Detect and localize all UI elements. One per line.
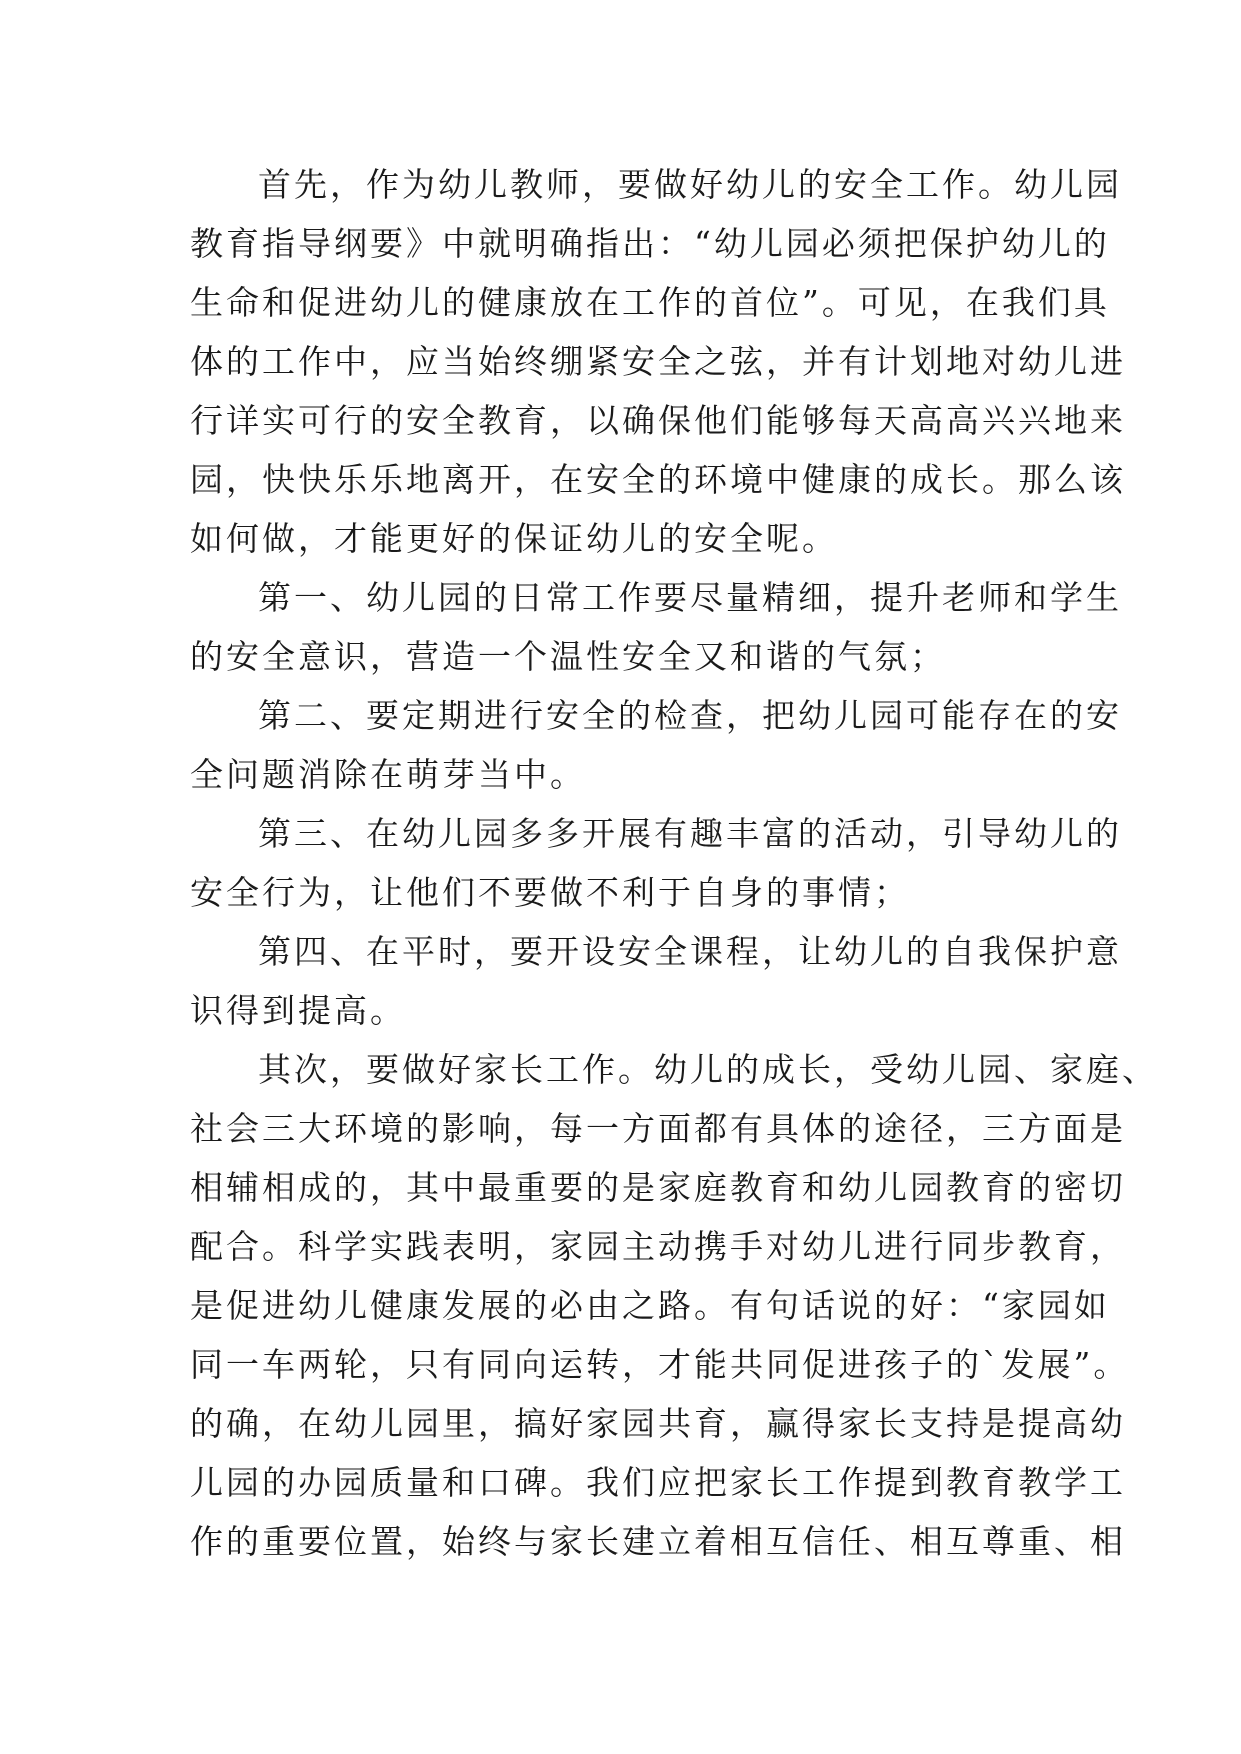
- paragraph-line: 的确，在幼儿园里，搞好家园共育，赢得家长支持是提高幼: [190, 1404, 1126, 1443]
- paragraph-line: 首先，作为幼儿教师，要做好幼儿的安全工作。幼儿园: [258, 165, 1122, 204]
- paragraph-line: 同一车两轮，只有同向运转，才能共同促进孩子的`发展”。: [190, 1345, 1130, 1384]
- body-text: [190, 155, 1158, 1571]
- paragraph-line: 生命和促进幼儿的健康放在工作的首位”。可见，在我们具: [190, 283, 1110, 322]
- paragraph-line: 如何做，才能更好的保证幼儿的安全呢。: [190, 519, 838, 558]
- paragraph-line: 是促进幼儿健康发展的必由之路。有句话说的好：“家园如: [190, 1286, 1110, 1325]
- paragraph-line: 园，快快乐乐地离开，在安全的环境中健康的成长。那么该: [190, 460, 1126, 499]
- paragraph-line: 社会三大环境的影响，每一方面都有具体的途径，三方面是: [190, 1109, 1126, 1148]
- paragraph-line: 行详实可行的安全教育，以确保他们能够每天高高兴兴地来: [190, 401, 1126, 440]
- paragraph-line: 作的重要位置，始终与家长建立着相互信任、相互尊重、相: [190, 1522, 1126, 1561]
- paragraph-line: 体的工作中，应当始终绷紧安全之弦，并有计划地对幼儿进: [190, 342, 1126, 381]
- paragraph-line: 第一、幼儿园的日常工作要尽量精细，提升老师和学生: [258, 578, 1122, 617]
- paragraph-line: 的安全意识，营造一个温性安全又和谐的气氛；: [190, 637, 946, 676]
- paragraph-line: 第三、在幼儿园多多开展有趣丰富的活动，引导幼儿的: [258, 814, 1122, 853]
- paragraph-line: 安全行为，让他们不要做不利于自身的事情；: [190, 873, 910, 912]
- paragraph-line: 识得到提高。: [190, 991, 406, 1030]
- paragraph-line: 其次，要做好家长工作。幼儿的成长，受幼儿园、家庭、: [258, 1050, 1158, 1089]
- paragraph-line: 配合。科学实践表明，家园主动携手对幼儿进行同步教育，: [190, 1227, 1126, 1266]
- paragraph-line: 第四、在平时，要开设安全课程，让幼儿的自我保护意: [258, 932, 1122, 971]
- paragraph-line: 相辅相成的，其中最重要的是家庭教育和幼儿园教育的密切: [190, 1168, 1126, 1207]
- paragraph-line: 第二、要定期进行安全的检查，把幼儿园可能存在的安: [258, 696, 1122, 735]
- paragraph-line: 儿园的办园质量和口碑。我们应把家长工作提到教育教学工: [190, 1463, 1126, 1502]
- paragraph-line: 教育指导纲要》中就明确指出：“幼儿园必须把保护幼儿的: [190, 224, 1110, 263]
- paragraph-line: 全问题消除在萌芽当中。: [190, 755, 586, 794]
